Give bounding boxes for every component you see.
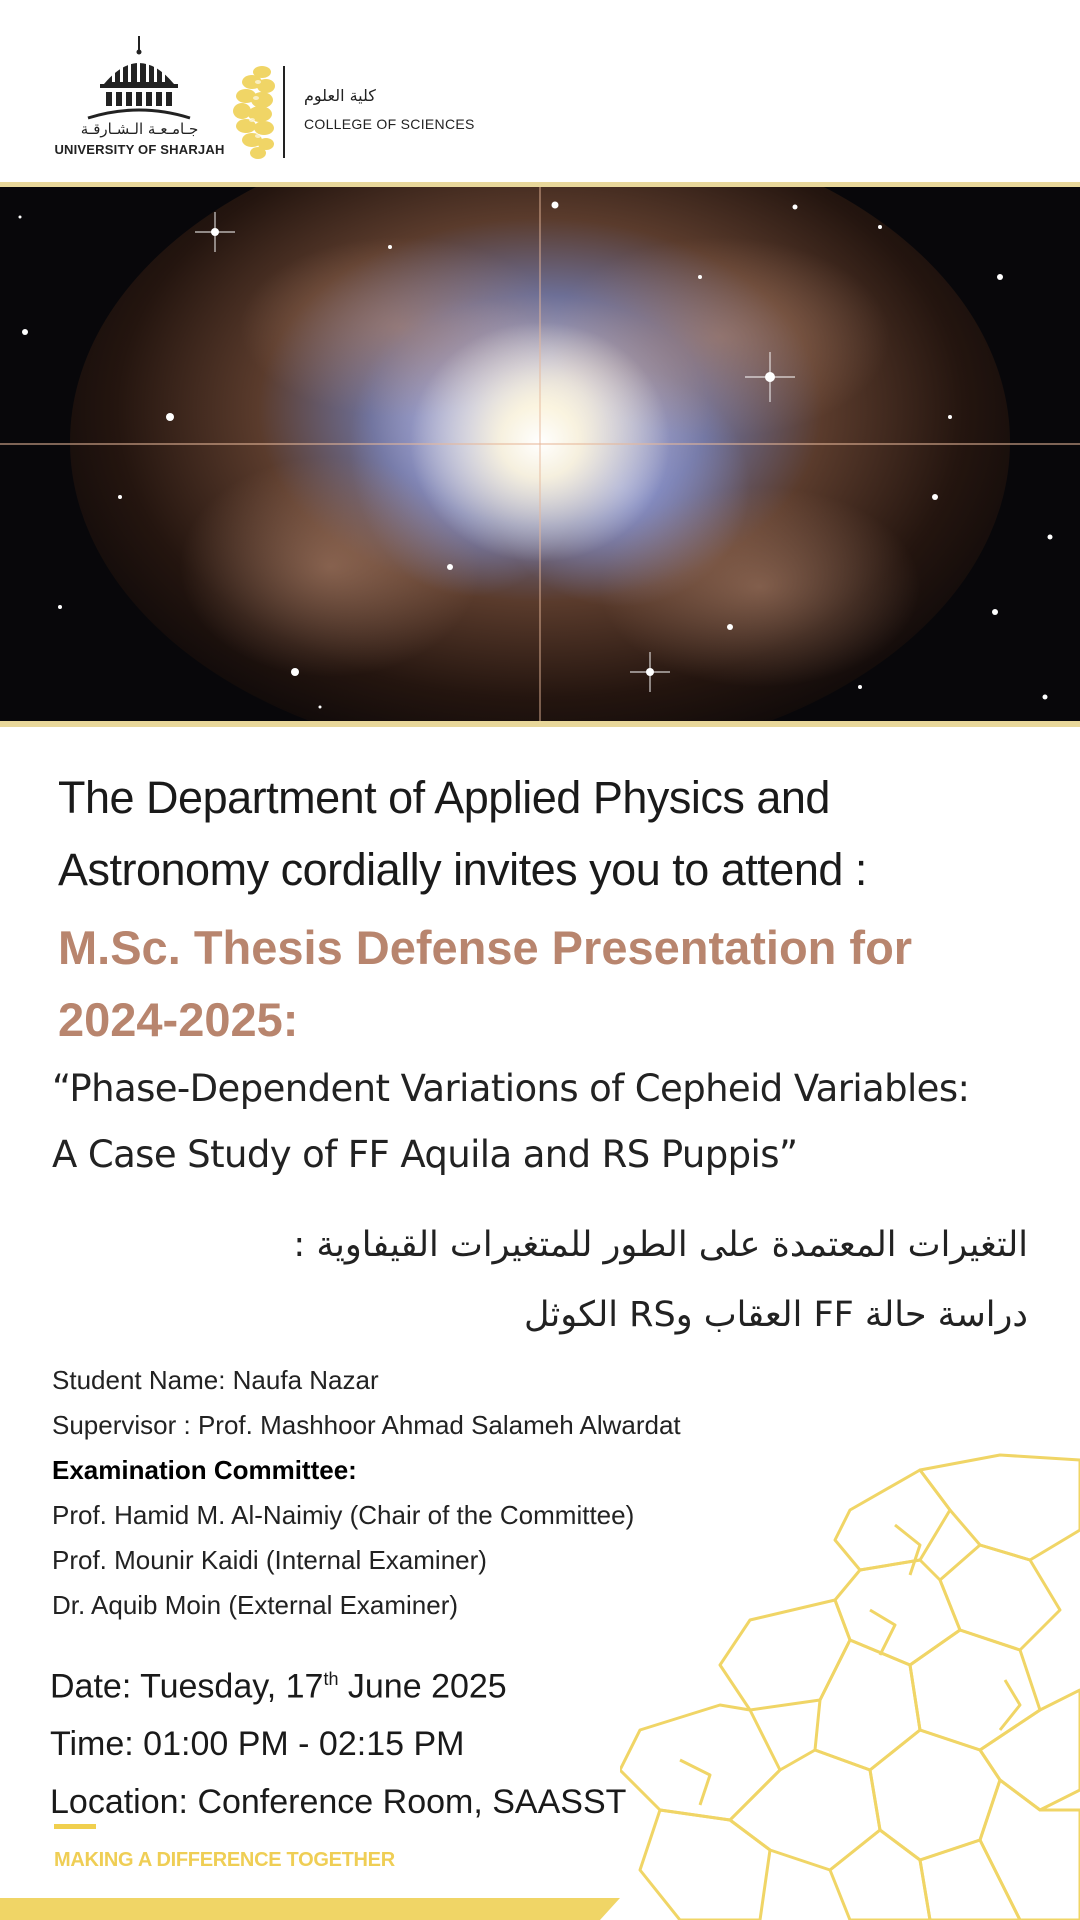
committee-member: Prof. Hamid M. Al-Naimiy (Chair of the Committee) [52, 1500, 635, 1530]
college-emblem-icon [232, 62, 278, 160]
event-heading-line-1: M.Sc. Thesis Defense Presentation for [58, 921, 913, 974]
college-name: COLLEGE OF SCIENCES [304, 116, 475, 132]
college-name-arabic: كلية العلوم [304, 86, 376, 105]
hero-nebula-image [0, 187, 1080, 721]
thesis-title-arabic [52, 1210, 1028, 1350]
committee-heading: Examination Committee: [52, 1455, 357, 1485]
tagline-accent-rule [54, 1824, 96, 1829]
invitation-intro [58, 762, 1038, 906]
thesis-title-arabic-line-1: التغيرات المعتمدة على الطور للمتغيرات القيفاوية : [293, 1225, 1028, 1265]
thesis-title-line-1: “Phase-Dependent Variations of Cepheid Variables: [52, 1067, 970, 1110]
invitation-line-1: The Department of Applied Physics and [58, 772, 830, 823]
header [0, 0, 1080, 180]
event-location: Location: Conference Room, SAASST [50, 1783, 627, 1822]
committee-member: Prof. Mounir Kaidi (Internal Examiner) [52, 1545, 487, 1575]
university-name: UNIVERSITY OF SHARJAH [54, 142, 225, 157]
thesis-title-line-2: A Case Study of FF Aquila and RS Puppis” [52, 1133, 798, 1176]
invitation-line-2: Astronomy cordially invites you to attend : [58, 844, 867, 895]
thesis-title-arabic-line-2: دراسة حالة FF العقاب وRS الكوثل [523, 1295, 1028, 1335]
committee-member: Dr. Aquib Moin (External Examiner) [52, 1590, 459, 1620]
event-date: Date: Tuesday, 17th June 2025 [50, 1667, 507, 1706]
supervisor: Supervisor : Prof. Mashhoor Ahmad Salameh Alwardat [52, 1410, 681, 1440]
tagline: MAKING A DIFFERENCE TOGETHER [54, 1849, 395, 1871]
header-divider [283, 66, 285, 158]
event-schedule [50, 1650, 750, 1831]
event-heading [58, 912, 1038, 1056]
university-name-arabic: جـامـعـة الـشـارقـة [80, 120, 199, 138]
hero-bottom-border [0, 721, 1080, 727]
student-name: Student Name: Naufa Nazar [52, 1365, 379, 1395]
event-time: Time: 01:00 PM - 02:15 PM [50, 1725, 465, 1764]
thesis-title-english [52, 1056, 1052, 1188]
nebula-illustration [0, 187, 1080, 721]
event-heading-line-2: 2024-2025: [58, 993, 299, 1046]
footer-accent-bar [0, 1898, 1080, 1920]
